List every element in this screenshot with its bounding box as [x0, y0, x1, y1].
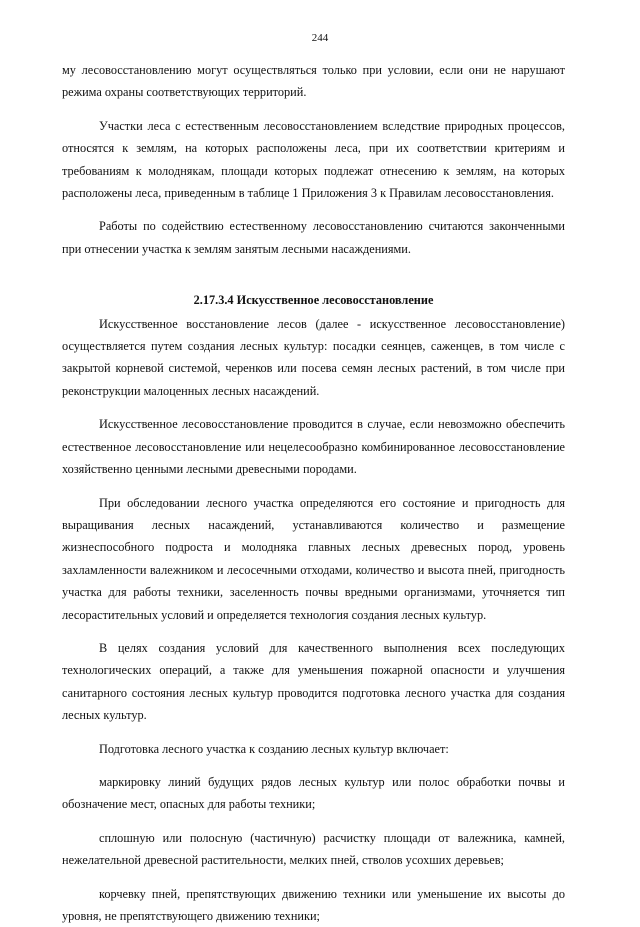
list-item: корчевку пней, препятствующих движению техники или уменьшение их высоты до уровня, не препятствующего движению техники; [62, 886, 565, 923]
paragraph-continuation: му лесовосстановлению могут осуществляться только при условии, если они не нарушают режима охраны соответствующих территорий. [62, 63, 565, 100]
page-body [62, 59, 565, 927]
page-number: 244 [311, 32, 329, 44]
paragraph: Участки леса с естественным лесовосстановлением вследствие природных процессов, относятся к землям, на которых расположены леса, при их соответствии критериям и требованиям к молоднякам, площади которых подлежат отнесению к землям, на которых расположены леса, приведенным в таблице 1 Приложения 3 к Правилам лесовосстановления. [62, 118, 565, 201]
list-item: сплошную или полосную (частичную) расчистку площади от валежника, камней, нежелательной древесной растительности, мелких пней, стволов усохших деревьев; [62, 830, 565, 868]
paragraph: Искусственное восстановление лесов (далее - искусственное лесовосстановление) осуществляется путем создания лесных культур: посадки сеянцев, саженцев, в том числе с закрытой корневой системой, черенков или посева семян лесных растений, в том числе при реконструкции малоценных лесных насаждений. [62, 316, 565, 398]
paragraph: При обследовании лесного участка определяются его состояние и пригодность для выращивания лесных насаждений, устанавливаются количество и размещение жизнеспособного подроста и молодняка главных лесных древесных пород, уровень захламленности валежником и лесосечными отходами, количество и высота пней, пригодность участка для работы техники, заселенность почвы вредными организмами, уточняется тип лесорастительных условий и определяется технология создания лесных культур. [62, 495, 565, 622]
section-heading: 2.17.3.4 Искусственное лесовосстановление [193, 293, 434, 308]
paragraph: Искусственное лесовосстановление проводится в случае, если невозможно обеспечить естественное лесовосстановление или нецелесообразно комбинированное лесовосстановление хозяйственно ценными лесными древесными породами. [62, 417, 565, 477]
list-intro: Подготовка лесного участка к созданию лесных культур включает: [99, 741, 449, 756]
paragraph: Работы по содействию естественному лесовосстановлению считаются законченными при отнесении участка к землям занятым лесными насаждениями. [62, 219, 565, 256]
paragraph: В целях создания условий для качественного выполнения всех последующих технологических операций, а также для уменьшения пожарной опасности и улучшения санитарного состояния лесных культур проводится подготовка лесного участка для создания лесных культур. [62, 640, 565, 723]
list-item: маркировку линий будущих рядов лесных культур или полос обработки почвы и обозначение мест, опасных для работы техники; [62, 774, 565, 812]
